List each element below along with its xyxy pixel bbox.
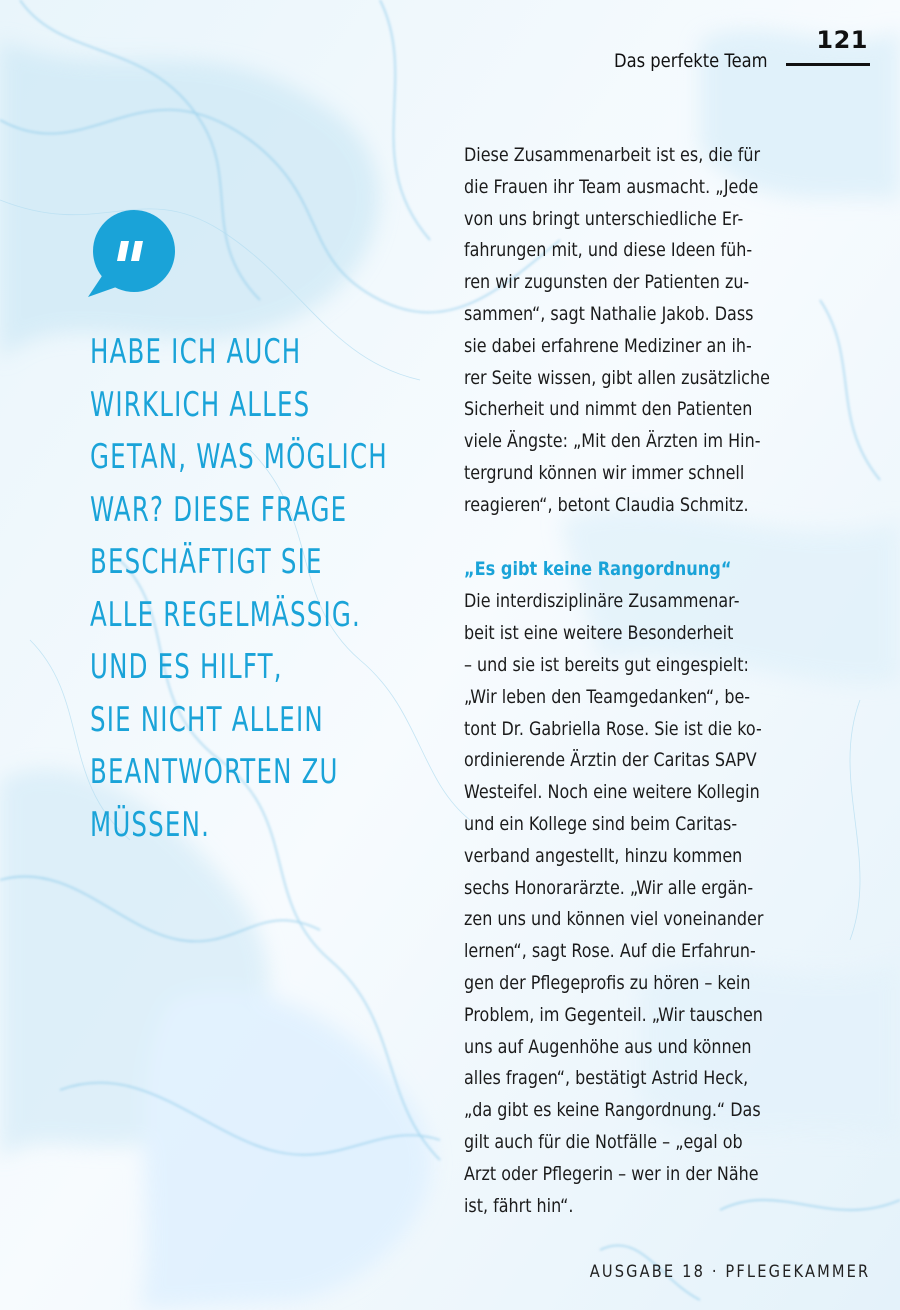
text-line: Diese Zusammenarbeit ist es, die für — [464, 144, 761, 166]
text-line: – und sie ist bereits gut eingespielt: — [464, 653, 749, 676]
text-line: uns auf Augenhöhe aus und können — [464, 1035, 752, 1058]
footer-issue: AUSGABE 18 · PFLEGEKAMMER — [589, 1262, 870, 1282]
text-line: Arzt oder Pflegerin – wer in der Nähe — [464, 1162, 759, 1185]
pull-quote-line: MÜSSEN. — [90, 804, 211, 845]
article-column — [464, 140, 840, 1222]
text-line: verband angestellt, hinzu kommen — [464, 844, 743, 867]
header-rule — [786, 63, 870, 66]
paragraph-1 — [464, 140, 840, 522]
text-line: Problem, im Gegenteil. „Wir tauschen — [464, 1003, 763, 1026]
speech-bubble-quote-icon — [88, 207, 176, 299]
text-line: beit ist eine weitere Besonderheit — [464, 622, 734, 645]
text-line: viele Ängste: „Mit den Ärzten im Hin- — [464, 430, 761, 453]
text-line: „Wir leben den Teamgedanken“, be- — [464, 685, 751, 708]
text-line: die Frauen ihr Team ausmacht. „Jede — [464, 175, 759, 198]
pull-quote-line: BEANTWORTEN ZU — [90, 752, 339, 792]
text-line: Die interdisziplinäre Zusammenar- — [464, 590, 740, 613]
pull-quote-line: BESCHÄFTIGT SIE — [90, 542, 323, 582]
text-line: fahrungen mit, und diese Ideen füh- — [464, 239, 753, 262]
subheading: „Es gibt keine Rangordnung“ — [464, 558, 732, 581]
text-line: tergrund können wir immer schnell — [464, 461, 745, 484]
pull-quote-line: SIE NICHT ALLEIN — [90, 699, 324, 740]
text-line: Sicherheit und nimmt den Patienten — [464, 398, 753, 421]
text-line: sie dabei erfahrene Mediziner an ih- — [464, 334, 752, 357]
text-line: zen uns und können viel voneinander — [464, 908, 764, 931]
text-line: „da gibt es keine Rangordnung.“ Das — [464, 1099, 761, 1122]
section-title: Das perfekte Team — [614, 50, 768, 72]
text-line: Westeifel. Noch eine weitere Kollegin — [464, 781, 760, 804]
text-line: von uns bringt unterschiedliche Er- — [464, 207, 744, 230]
pull-quote-line: WAR? DIESE FRAGE — [90, 489, 348, 530]
pull-quote-line: WIRKLICH ALLES — [90, 384, 311, 425]
paragraph-2 — [464, 586, 840, 1222]
page-number: 121 — [816, 26, 868, 54]
text-line: reagieren“, betont Claudia Schmitz. — [464, 493, 749, 516]
text-line: gilt auch für die Notfälle – „egal ob — [464, 1130, 743, 1153]
paragraph-gap — [464, 522, 840, 554]
text-line: tont Dr. Gabriella Rose. Sie ist die ko- — [464, 717, 762, 740]
text-line: und ein Kollege sind beim Caritas- — [464, 812, 738, 835]
text-line: rer Seite wissen, gibt allen zusätzliche — [464, 366, 770, 389]
text-line: sammen“, sagt Nathalie Jakob. Dass — [464, 302, 754, 325]
pull-quote-line: UND ES HILFT, — [90, 647, 283, 687]
text-line: lernen“, sagt Rose. Auf die Erfahrun- — [464, 940, 756, 963]
text-line: ren wir zugunsten der Patienten zu- — [464, 271, 750, 294]
pull-quote — [90, 326, 450, 851]
text-line: sechs Honorarärzte. „Wir alle ergän- — [464, 876, 754, 899]
text-line: ist, fährt hin“. — [464, 1194, 574, 1217]
pull-quote-line: GETAN, WAS MÖGLICH — [90, 437, 388, 477]
pull-quote-line: HABE ICH AUCH — [90, 332, 302, 372]
pull-quote-line: ALLE REGELMÄSSIG. — [90, 594, 362, 635]
text-line: ordinierende Ärztin der Caritas SAPV — [464, 749, 757, 772]
text-line: gen der Pflegeprofis zu hören – kein — [464, 971, 751, 994]
text-line: alles fragen“, bestätigt Astrid Heck, — [464, 1067, 749, 1090]
